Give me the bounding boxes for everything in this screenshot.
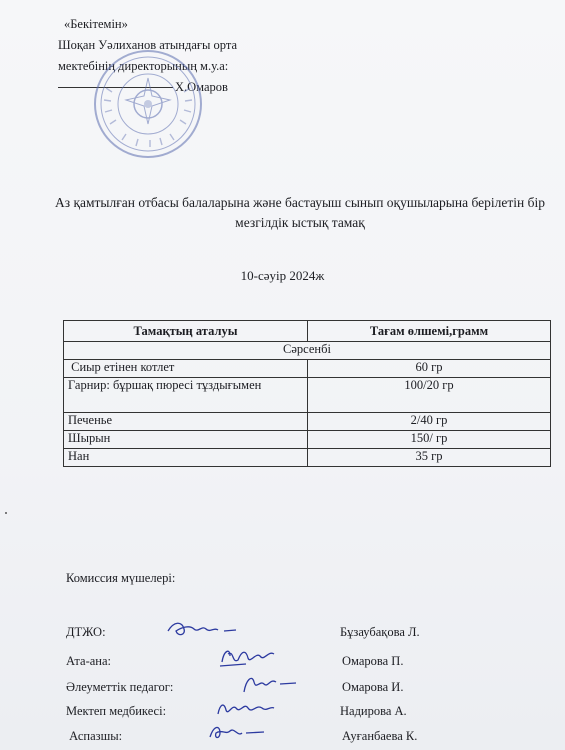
approval-signer: Х.Омаров bbox=[175, 80, 228, 94]
signature-icon bbox=[212, 696, 282, 724]
member-name: Омарова И. bbox=[342, 680, 404, 694]
table-row bbox=[64, 413, 551, 431]
table-row bbox=[64, 431, 551, 449]
commission-member-row bbox=[66, 704, 546, 724]
commission-member-row bbox=[66, 729, 546, 749]
signature-icon bbox=[164, 617, 244, 643]
official-seal-icon bbox=[92, 48, 204, 160]
member-name: Омарова П. bbox=[342, 654, 404, 668]
dish-cell: Гарнир: бұршақ пюресі тұздығымен bbox=[64, 378, 308, 413]
signature-icon bbox=[216, 644, 286, 672]
amount-cell: 60 гр bbox=[308, 360, 551, 378]
stray-dot bbox=[5, 512, 7, 514]
dish-cell: Печенье bbox=[64, 413, 308, 431]
header-amount: Тағам өлшемі,грамм bbox=[308, 321, 551, 342]
header-dish: Тамақтың аталуы bbox=[64, 321, 308, 342]
menu-table bbox=[63, 320, 551, 467]
document-title: Аз қамтылған отбасы балаларына және бастауыш сынып оқушыларына берілетін бір мезгілдік ыстық тамақ bbox=[54, 195, 545, 230]
dish-cell: Сиыр етінен котлет bbox=[64, 360, 308, 378]
table-day-row bbox=[64, 342, 551, 360]
table-header-row bbox=[64, 321, 551, 342]
member-name: Ауғанбаева К. bbox=[342, 729, 418, 743]
dish-cell: Шырын bbox=[64, 431, 308, 449]
signature-icon bbox=[204, 721, 274, 745]
member-role: Ата-ана: bbox=[66, 654, 111, 668]
member-role: Аспазшы: bbox=[66, 729, 123, 743]
document-date: 10-сәуір 2024ж bbox=[240, 268, 325, 283]
table-row bbox=[64, 449, 551, 467]
member-role: Мектеп медбикесі: bbox=[66, 704, 167, 718]
amount-cell: 150/ гр bbox=[308, 431, 551, 449]
approval-line-2: мектебінің директорының м.у.а: bbox=[58, 59, 229, 73]
approved-label: «Бекітемін» bbox=[64, 17, 128, 31]
commission-member-row bbox=[66, 625, 546, 645]
member-name: Бұзаубақова Л. bbox=[340, 625, 420, 639]
day-cell: Сәрсенбі bbox=[64, 342, 551, 360]
approval-line-1: Шоқан Уәлиханов атындағы орта bbox=[58, 38, 238, 52]
table-row bbox=[64, 378, 551, 413]
commission-member-row bbox=[66, 654, 546, 674]
member-role: ДТЖО: bbox=[66, 625, 106, 639]
amount-cell: 100/20 гр bbox=[308, 378, 551, 413]
signature-icon bbox=[236, 670, 306, 698]
amount-cell: 35 гр bbox=[308, 449, 551, 467]
commission-label: Комиссия мүшелері: bbox=[66, 571, 176, 585]
member-name: Надирова А. bbox=[340, 704, 407, 718]
commission-member-row bbox=[66, 680, 546, 700]
amount-cell: 2/40 гр bbox=[308, 413, 551, 431]
member-role: Әлеуметтік педагог: bbox=[66, 680, 174, 694]
dish-cell: Нан bbox=[64, 449, 308, 467]
table-row bbox=[64, 360, 551, 378]
